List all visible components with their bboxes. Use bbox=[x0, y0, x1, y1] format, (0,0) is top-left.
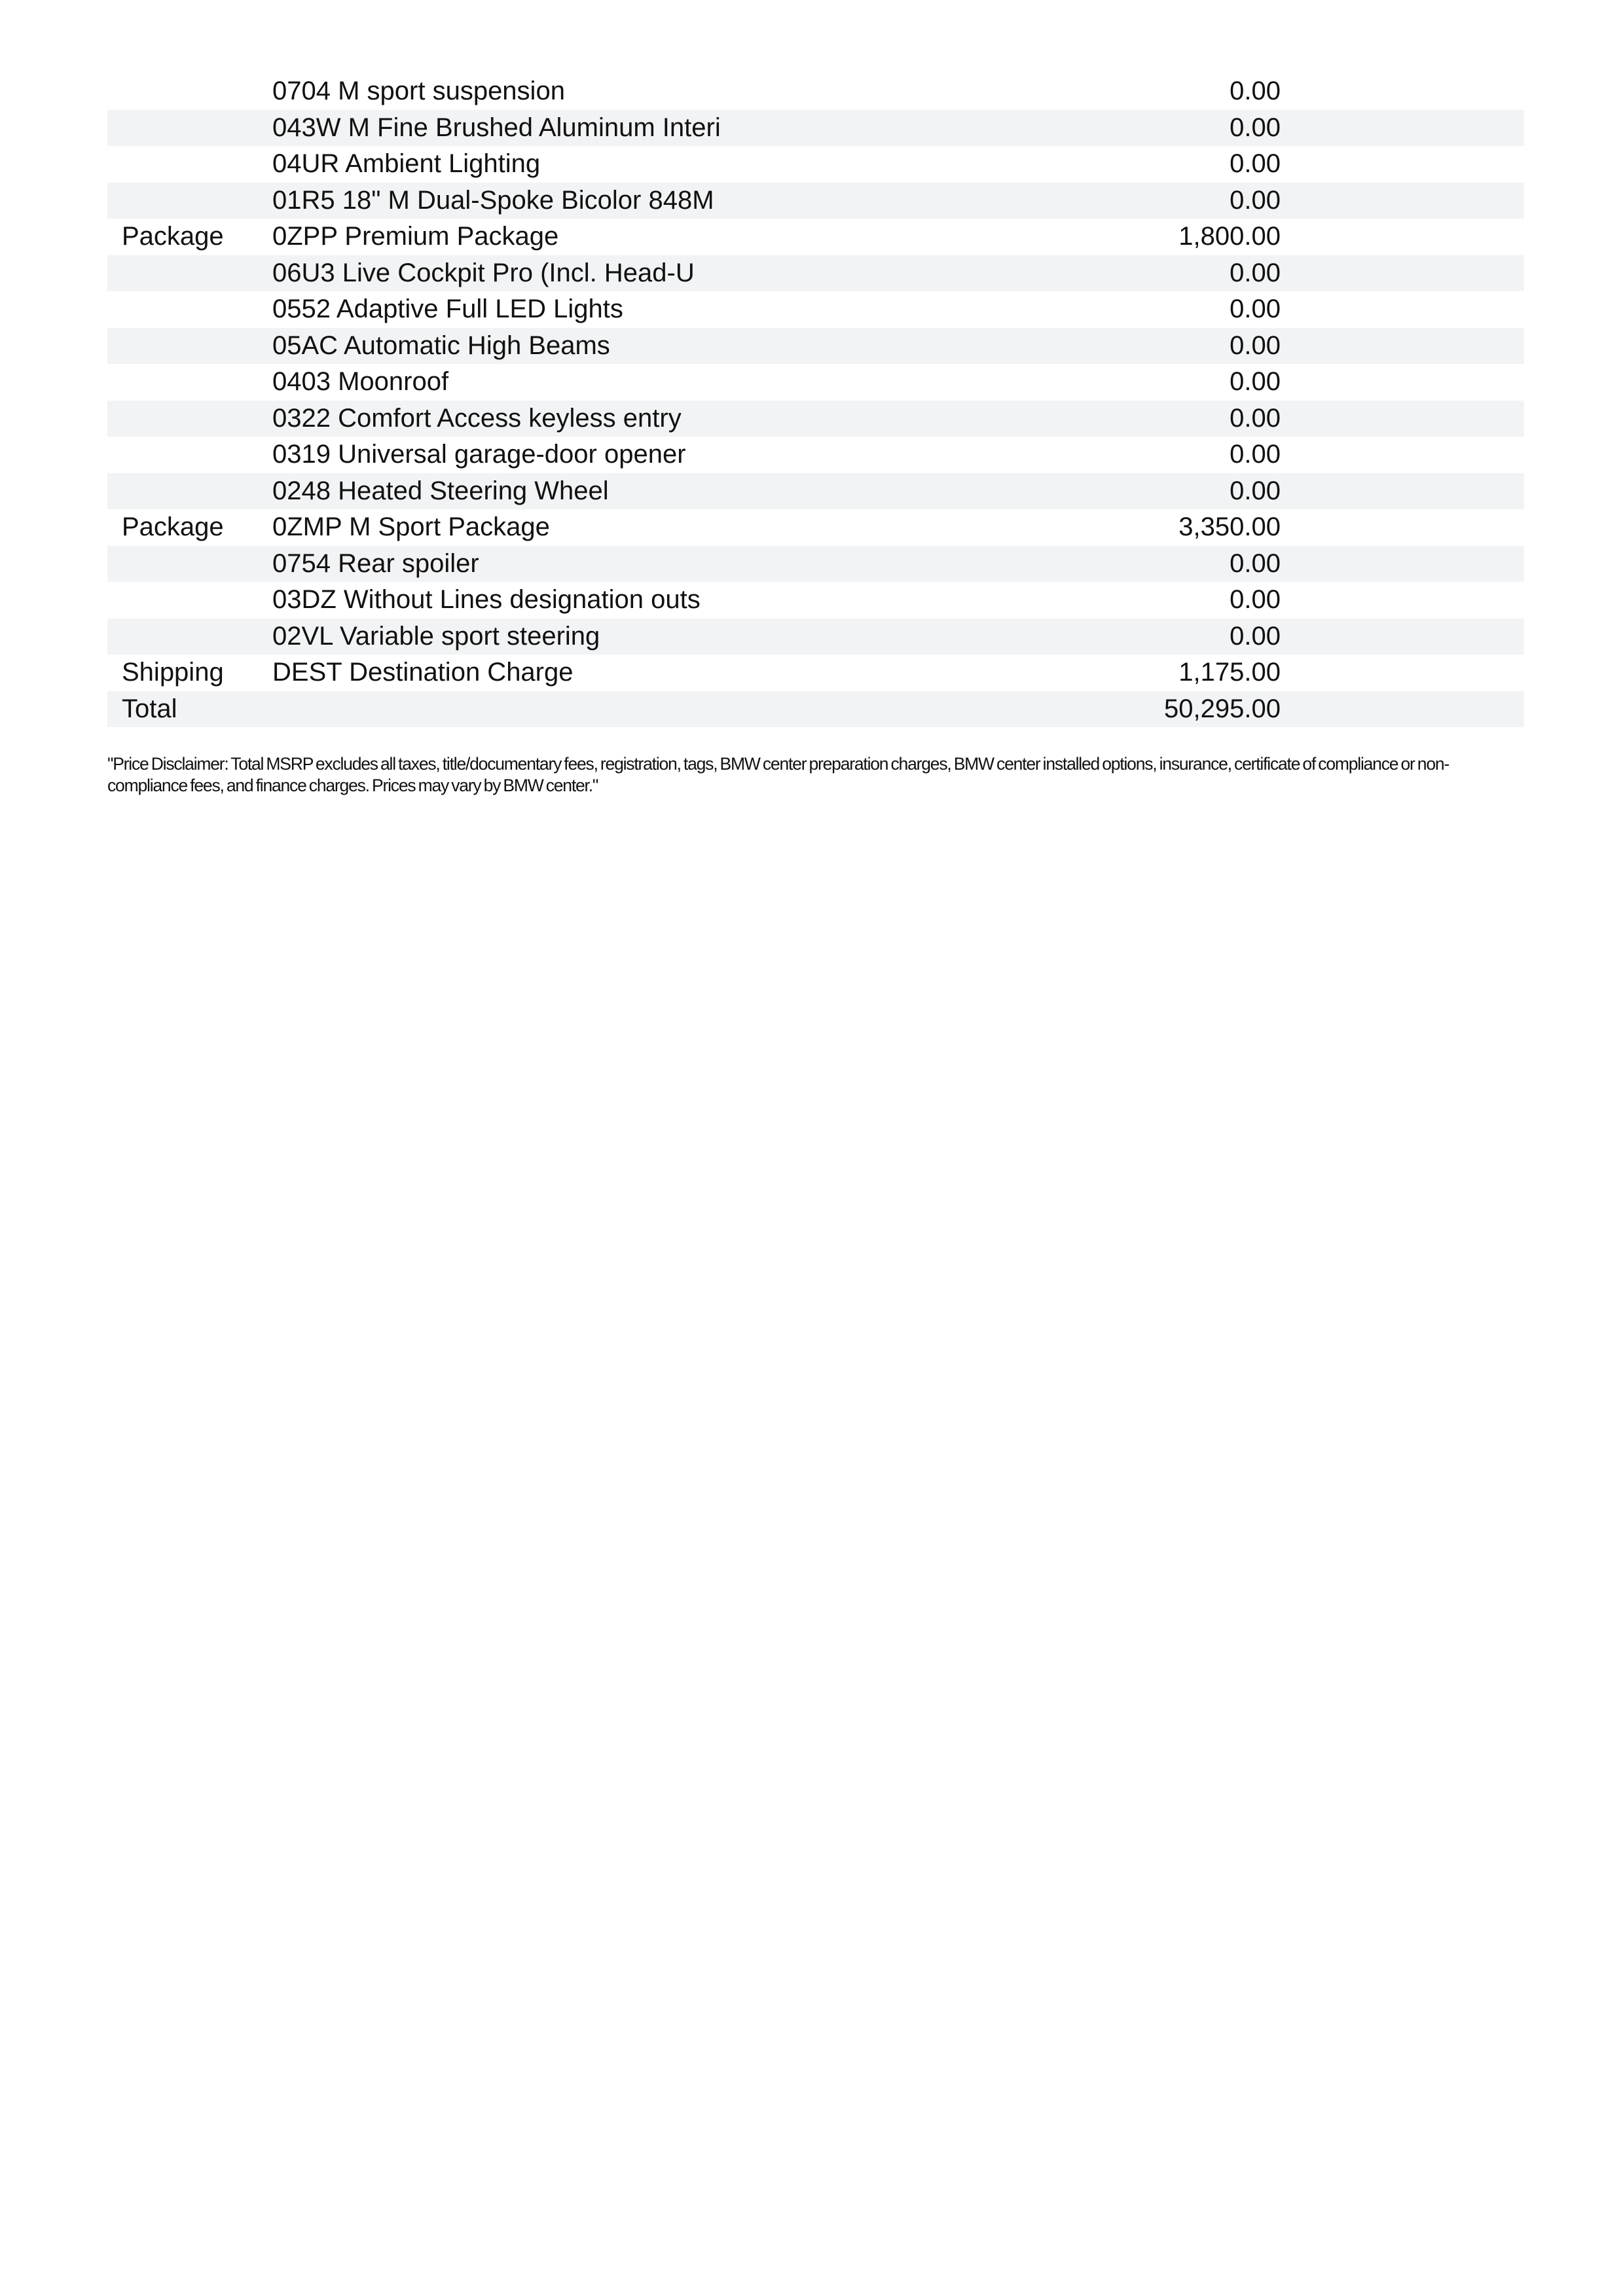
table-row bbox=[107, 582, 1524, 619]
row-category bbox=[107, 619, 272, 655]
row-category bbox=[107, 183, 272, 219]
row-spacer bbox=[1281, 691, 1524, 728]
row-category: Package bbox=[122, 222, 224, 251]
row-description: 03DZ Without Lines designation outs bbox=[272, 585, 701, 615]
row-category bbox=[107, 255, 272, 292]
row-category bbox=[107, 146, 272, 183]
row-price: 1,175.00 bbox=[1178, 658, 1281, 687]
row-description: 0403 Moonroof bbox=[272, 367, 449, 397]
table-row bbox=[107, 509, 1524, 546]
table-row bbox=[107, 655, 1524, 691]
row-price: 0.00 bbox=[927, 110, 1281, 147]
table-row bbox=[107, 110, 1524, 147]
row-description: 02VL Variable sport steering bbox=[272, 619, 927, 655]
table-row bbox=[107, 401, 1524, 437]
row-spacer bbox=[1281, 146, 1524, 183]
table-row bbox=[107, 183, 1524, 219]
row-category bbox=[107, 401, 272, 437]
row-spacer bbox=[1281, 437, 1524, 473]
row-category bbox=[107, 546, 272, 583]
row-spacer bbox=[1281, 546, 1524, 583]
row-spacer bbox=[1281, 401, 1524, 437]
row-category bbox=[107, 73, 272, 110]
row-spacer bbox=[1281, 183, 1524, 219]
row-category bbox=[107, 582, 272, 619]
row-price: 0.00 bbox=[1230, 367, 1281, 397]
row-spacer bbox=[1281, 328, 1524, 365]
row-price: 0.00 bbox=[1230, 149, 1281, 179]
row-price: 0.00 bbox=[927, 401, 1281, 437]
row-price: 0.00 bbox=[1230, 77, 1281, 106]
table-row bbox=[107, 437, 1524, 473]
row-description: 0ZPP Premium Package bbox=[272, 222, 559, 251]
row-price: 0.00 bbox=[927, 183, 1281, 219]
table-row bbox=[107, 473, 1524, 510]
table-row bbox=[107, 546, 1524, 583]
table-row bbox=[107, 619, 1524, 655]
table-row bbox=[107, 255, 1524, 292]
table-row bbox=[107, 291, 1524, 328]
row-price: 0.00 bbox=[927, 619, 1281, 655]
row-description: 0322 Comfort Access keyless entry bbox=[272, 401, 927, 437]
row-spacer bbox=[1281, 619, 1524, 655]
row-description: 0704 M sport suspension bbox=[272, 77, 565, 106]
row-description: 0552 Adaptive Full LED Lights bbox=[272, 295, 623, 324]
row-category bbox=[107, 364, 272, 401]
row-category bbox=[107, 110, 272, 147]
total-price: 50,295.00 bbox=[927, 691, 1281, 728]
row-price: 0.00 bbox=[927, 255, 1281, 292]
row-category bbox=[107, 328, 272, 365]
row-description: 0ZMP M Sport Package bbox=[272, 512, 550, 542]
row-spacer bbox=[1281, 655, 1524, 691]
row-price: 0.00 bbox=[927, 473, 1281, 510]
row-spacer bbox=[1281, 509, 1524, 546]
row-description: 0319 Universal garage-door opener bbox=[272, 440, 686, 469]
table-row bbox=[107, 146, 1524, 183]
row-price: 1,800.00 bbox=[1178, 222, 1281, 251]
row-description bbox=[272, 691, 927, 728]
row-description: 05AC Automatic High Beams bbox=[272, 328, 927, 365]
row-description: 01R5 18" M Dual-Spoke Bicolor 848M bbox=[272, 183, 927, 219]
table-row bbox=[107, 364, 1524, 401]
row-description: DEST Destination Charge bbox=[272, 658, 574, 687]
row-spacer bbox=[1281, 364, 1524, 401]
row-description: 04UR Ambient Lighting bbox=[272, 149, 541, 179]
row-price: 0.00 bbox=[1230, 585, 1281, 615]
row-price: 3,350.00 bbox=[1178, 512, 1281, 542]
row-category bbox=[107, 291, 272, 328]
price-table-body bbox=[107, 73, 1524, 727]
row-spacer bbox=[1281, 582, 1524, 619]
row-category bbox=[107, 473, 272, 510]
row-category bbox=[107, 437, 272, 473]
row-spacer bbox=[1281, 73, 1524, 110]
row-spacer bbox=[1281, 255, 1524, 292]
row-price: 0.00 bbox=[927, 546, 1281, 583]
row-price: 0.00 bbox=[927, 328, 1281, 365]
total-label: Total bbox=[107, 691, 272, 728]
price-table bbox=[107, 73, 1524, 727]
row-description: 06U3 Live Cockpit Pro (Incl. Head-U bbox=[272, 255, 927, 292]
row-price: 0.00 bbox=[1230, 440, 1281, 469]
row-spacer bbox=[1281, 473, 1524, 510]
row-spacer bbox=[1281, 291, 1524, 328]
table-row bbox=[107, 328, 1524, 365]
row-description: 0248 Heated Steering Wheel bbox=[272, 473, 927, 510]
price-sheet bbox=[107, 73, 1524, 797]
row-category: Shipping bbox=[122, 658, 224, 687]
row-spacer bbox=[1281, 110, 1524, 147]
table-row bbox=[107, 73, 1524, 110]
row-description: 0754 Rear spoiler bbox=[272, 546, 927, 583]
table-row bbox=[107, 219, 1524, 255]
row-price: 0.00 bbox=[1230, 295, 1281, 324]
price-disclaimer: "Price Disclaimer: Total MSRP excludes all taxes, title/documentary fees, registration, tags, BMW center preparation charges, BMW center installed options, insurance, certificate of compliance or non-compliance fees, and finance charges. Prices may vary by BMW center." bbox=[107, 754, 1450, 795]
row-description: 043W M Fine Brushed Aluminum Interi bbox=[272, 110, 927, 147]
row-spacer bbox=[1281, 219, 1524, 255]
total-row bbox=[107, 691, 1524, 728]
row-category: Package bbox=[122, 512, 224, 542]
